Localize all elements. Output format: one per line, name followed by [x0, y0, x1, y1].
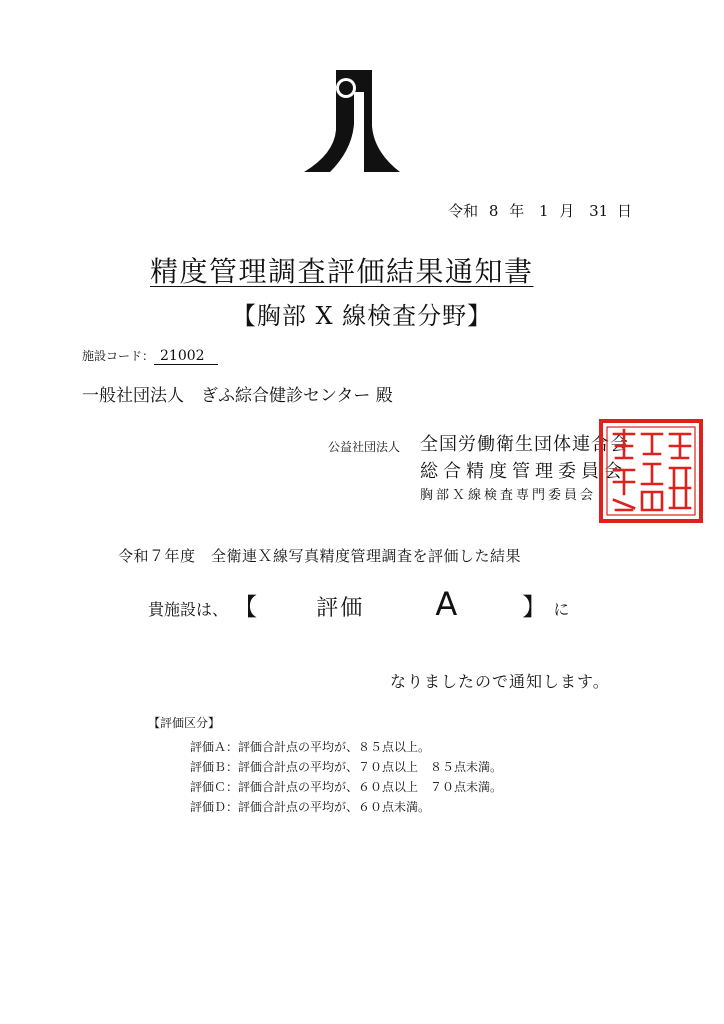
date-day-unit: 日 — [616, 202, 632, 220]
document-subtitle: 【胸部 X 線検査分野】 — [231, 302, 493, 330]
result-line — [148, 585, 569, 623]
jyuei-logo-icon — [296, 64, 404, 176]
criteria-item: 評価Ａ：評価合計点の平均が、８５点以上。 — [190, 740, 431, 754]
criteria-item: 評価Ｄ：評価合計点の平均が、６０点未満。 — [190, 800, 431, 814]
result-bracket-open: 【 — [233, 593, 258, 621]
criteria-item: 評価Ｂ：評価合計点の平均が、７０点以上 ８５点未満。 — [190, 760, 503, 774]
closing-text: なりましたので通知します。 — [390, 672, 610, 691]
date-month-unit: 月 — [559, 202, 575, 220]
result-prefix: 貴施設は、 — [148, 600, 229, 619]
document-title: 精度管理調査評価結果通知書 — [150, 255, 534, 288]
recipient-name: 一般社団法人 ぎふ綜合健診センター 殿 — [82, 386, 393, 406]
grade-label: 評価 — [316, 596, 365, 621]
result-suffix: に — [553, 600, 570, 619]
date-era: 令和 — [448, 202, 479, 220]
issuer-corp-type: 公益社団法人 — [328, 440, 401, 454]
issuer-organization: 全国労働衛生団体連合会 — [420, 434, 629, 455]
result-bracket-close: 】 — [522, 593, 547, 621]
facility-code-value: 21002 — [154, 348, 218, 365]
date-year-unit: 年 — [509, 202, 525, 220]
facility-code-label: 施設コード： — [82, 349, 155, 363]
issue-date — [420, 200, 632, 221]
criteria-title: 【評価区分】 — [148, 716, 221, 730]
facility-code — [82, 347, 218, 365]
grade-value: A — [435, 585, 458, 623]
intro-text: 令和７年度 全衛連Ｘ線写真精度管理調査を評価した結果 — [118, 547, 522, 565]
issuer-committee: 総合精度管理委員会 — [420, 461, 627, 482]
date-day: 31 — [589, 202, 609, 220]
official-seal-icon — [598, 418, 704, 524]
criteria-item: 評価Ｃ：評価合計点の平均が、６０点以上 ７０点未満。 — [190, 780, 503, 794]
date-month: 1 — [538, 202, 549, 220]
issuer-subcommittee: 胸部Ｘ線検査専門委員会 — [420, 488, 597, 503]
date-year: 8 — [488, 202, 499, 220]
